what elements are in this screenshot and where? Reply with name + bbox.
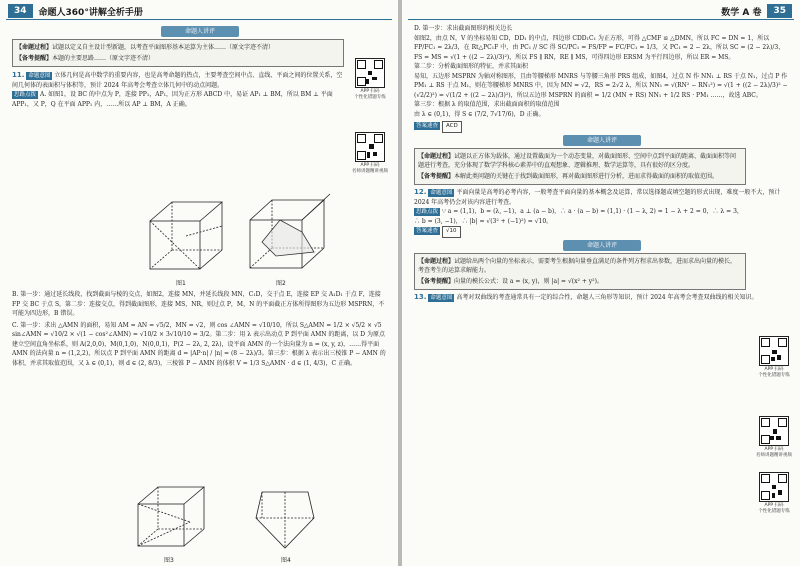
qr-caption-a: APP 扫码 [360,163,380,168]
right-page [402,0,800,566]
qr-code-icon [355,58,385,88]
q12-tag: 命题意图 [430,190,453,196]
beikao-label: 【备考提醒】 [16,54,53,62]
mingti-label: 【命题过程】 [418,257,455,265]
qr-code-3[interactable] [754,336,794,379]
q11-answer-value: ACD [442,121,462,133]
commentary-banner: 命题人讲评 [161,26,239,37]
beikao-text: 本题的主要思路……（原文字迹不清） [52,54,155,62]
q13-intro-text: 高考对双曲线的考查通常具有一定的综合性，命题人三角形等知识，预计 2024 年高考会考查双曲线的相关知识。 [456,294,758,301]
q11-option-c: C. 第一步：求出 △AMN 的面积，易知 AM = AN = √5/2，MN = √2，则 cos ∠AMN = √10/10，所以 S△AMN = 1/2 × √5/2 × √5 sin∠AMN = √10/2 × √(1 − cos²∠AMN) = √10/2 × 3√10/10 = 3/2。第二步：用 λ 表示出动点 P 到平面 AMN 的距离，以 D 为原点建立空间直角坐标系，则 A(2,0,0)，M(0,1,0)，N(0,0,1)，P(2 − 2λ, 2, 2λ)，设平面 AMN 的一个法向量为 n = (x, y, z)，……得平面 AMN 的法向量 n = (1,2,2)，所以点 P 到平面 AMN 的距离 d = |AP·n| / |n| = (8 − 2λ)/3。第三步：根据 λ 表示出三棱锥 P − AMN 的体积，并求其取值范围，又 λ ∈ (0,1)，则 d ∈ (2, 8/3)，三棱锥 P − AMN 的体积 V = 1/3 S△AMN · d ∈ (1, 4/3)，C 正确。 [12,321,386,367]
commentary-banner: 命题人讲评 [563,240,641,251]
qr-caption-a: APP 扫码 [764,447,784,452]
q13-tag: 命题意图 [430,295,453,301]
beikao-text: 向量的模长公式：设 a = (x, y)，则 |a| = √(x² + y²)。 [454,277,603,285]
qr-caption-a: APP 扫码 [360,89,380,94]
figure-3-cube [130,482,210,552]
d-text1: 如图2，由点 N，V 的坐标易知 CD，DD₁ 的中点，四边形 CDD₁C₁ 为正方形，可得 △CMF ≌ △DMN，所以 FC = DN = 1，所以 FP/FC₁ = 2λ/3，在 Rt△PC₁F 中，由 PC₁ // SC 得 SC/PC₁ = FS/FP = FC/FC₁ = 1/3，又 PC₁ = 2 − 2λ，所以 SC = (2 − 2λ)/3，FS = MS = √(1 + ((2 − 2λ)/3)²)，所以 FS ∥ RN，RE ∥ MS，可得四边形 ERSM 为平行四边形，所以 ER = MS。 [414,34,785,61]
q11-number: 11. [12,71,25,79]
qr-caption-b: 名师讲题精讲视频 [756,453,792,458]
right-header-rule [408,19,794,20]
qr-caption-b: 个性化错题专练 [354,95,386,100]
q11-sol-a-text: A. 如图1，设 BC 的中点为 P，连接 PP₁，AP₁，因为正方形 ABCD 中，易证 AP₁ ⊥ BM，所以 BM ⊥ 平面 APP₁，又 P，Q 在平面 APP₁ 内，……所以 AP ⊥ BM，A 正确。 [12,91,333,108]
d-step3: 第三步：根据 λ 的取值范围，求出截面面积的取值范围 [414,101,560,108]
mingti-label: 【命题过程】 [418,152,455,160]
q13-number: 13. [414,293,427,301]
qr-caption-b: 个性化错题专练 [758,509,790,514]
left-page-number: 34 [8,4,33,18]
q11-answer-row [414,121,790,133]
left-header [8,4,143,18]
left-column-lower [12,290,388,368]
q11-intro-text: 立体几何是高中数学的重要内容，也是高考命题的热点，主要考查空间中点、直线、平面之间的位置关系，空间几何体的表面积与体积等，预计 2024 年高考会考查立体几何中的动点问题。 [12,72,343,89]
q12-intro-text: 平面向量是高考的必考内容，一般考查平面向量的基本概念及运算，常以选择题或填空题的形式出现，难度一般不大，预计 2024 年高考仍会对该内容进行考查。 [414,189,781,206]
figure-2-caption: 图2 [276,280,286,287]
mingti-label: 【命题过程】 [16,44,53,51]
q11-intro [12,71,344,90]
figure-1-cube [140,196,230,276]
q12-answer-value: √10 [442,226,461,238]
commentary-box [414,253,746,291]
figure-4-pentagon [250,484,320,552]
figure-3-caption: 图3 [164,557,174,564]
figure-4-caption: 图4 [281,557,291,564]
d-step2: 第二步：分析截面图形的特征，并求其面积 [414,63,529,70]
qr-code-icon [759,336,789,366]
qr-code-2[interactable] [350,132,390,175]
qr-caption-b: 个性化错题专练 [758,373,790,378]
mingti-text: 试题以正方体为载体，通过设置截面为一个动态变量，对截面图形、空间中点到平面的距离、截面面积等问题进行考查，充分体现了数学学科核心素养中的直观想象、逻辑推理、数学运算等，具有很好的区分度。 [418,152,737,169]
left-header-rule [6,19,392,20]
qr-caption-a: APP 扫码 [764,367,784,372]
figure-1-caption: 图1 [176,280,186,287]
beikao-text: 本解此类问题的关键在于找到截面图形，再对截面图形进行分析，进而求得截面的面积的取值范围。 [454,172,719,180]
commentary-box [12,39,344,67]
qr-code-icon [759,416,789,446]
q12-answer-row [414,226,790,238]
beikao-label: 【备考提醒】 [418,277,455,285]
right-header-title: 数学 A 卷 [721,7,762,18]
q12-answer-label: 答案速查 [416,228,439,234]
d-step1: D. 第一步：求出截面图形的相关边长 [414,25,513,32]
qr-caption-a: APP 扫码 [764,503,784,508]
q12-sol-text: ∵ a = (1,1)，b = (λ, −1)，a ⊥ (a − b)，∴ a · (a − b) = (1,1) · (1 − λ, 2) = 1 − λ + 2 = 0，∴ λ = 3，∴ b = (3, −1)，∴ |b| = √(3² + (−1)²) = √10。 [414,208,743,225]
q11-solution-a [12,90,344,109]
q13-intro [414,293,790,303]
mingti-text: 试题给出两个向量的坐标表示，需要考生根据向量垂直满足的条件列方程求出参数，进而求出向量的模长，考查考生的运算求解能力。 [418,257,737,274]
right-column [414,24,790,303]
right-page-number: 35 [767,4,792,18]
beikao-label: 【备考提醒】 [418,172,455,180]
q11-option-b: B. 第一步：通过延长线段，找到截面与棱的交点，如图2，连接 MN，并延长线段 MN，C₁D，交于点 E，连接 EP 交 A₁D₁ 于点 F，连接 FP 交 BC 于点 S，第二步：连接交点，得到截面图形，连接 MS，NR，则过点 P，M，N 的平面截正方体所得图形为五边形 MSPRN，不可能为四边形，B 错误。 [12,291,385,317]
d-text3: 由 λ ∈ (0,1)，得 S ∈ (7/2, 7√17/6)，D 正确。 [414,110,545,118]
commentary-box [414,148,746,186]
right-header [721,4,792,18]
q12-sol-tag: 思路点拨 [416,209,439,215]
qr-code-5[interactable] [754,472,794,515]
qr-code-icon [759,472,789,502]
left-column [12,24,388,109]
qr-code-icon [355,132,385,162]
commentary-banner: 命题人讲评 [563,135,641,146]
qr-code-1[interactable] [350,58,390,101]
qr-code-4[interactable] [754,416,794,459]
q12-number: 12. [414,188,427,196]
q11-sol-tag: 思路点拨 [14,92,37,98]
left-header-title: 命题人360°讲解全析手册 [38,7,143,18]
q11-answer-label: 答案速查 [416,123,439,129]
q12-intro [414,188,790,207]
mingti-text: 试题以定义自主设计型新题，以考查平面图形基本运算为主体……（原文字迹不清） [52,44,275,51]
qr-caption-b: 名师讲题精讲视频 [352,169,388,174]
left-page [0,0,398,566]
q11-tag: 命题意图 [28,73,51,79]
q12-solution [414,207,746,226]
figure-2-cube [240,192,332,274]
d-text2: 易知，五边形 MSPRN 为轴对称图形，且由等腰梯形 MNRS 与等腰三角形 PRS 组成，如图4，过点 N 作 NN₁ ⊥ RS 于点 N₁，过点 P 作 PM₁ ⊥ RS 于点 M₁，则在等腰梯形 MNRS 中，因为 MN = √2，RS = 2√2 λ，所以 NN₁ = √(RN² − RN₁²) = √(1 + ((2 − 2λ)/3)² − (√2/2)²) = √(1/2 + ((2 − 2λ)/3)²)，所以五边形 MSPRN 的面积 = 1/2 (MN + RS) NN₁ + 1/2 RS · PM₁ ……，故选 ABC。 [414,72,788,99]
